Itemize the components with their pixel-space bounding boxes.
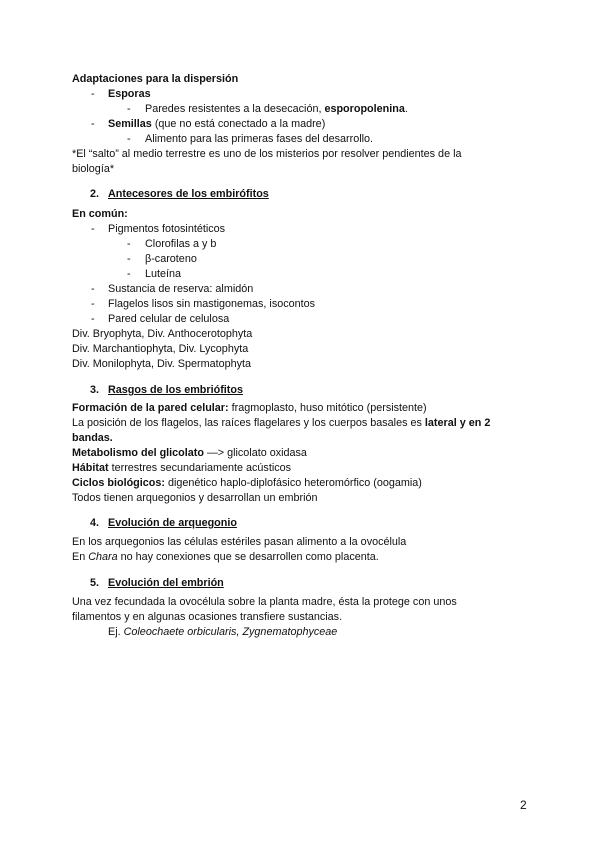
sec4-number: 4. <box>90 517 100 529</box>
todos-line: Todos tienen arquegonios y desarrollan un embrión <box>72 492 318 504</box>
dispersion-heading: Adaptaciones para la dispersión <box>72 73 239 85</box>
bullet-dash: - <box>91 298 95 310</box>
bullet-dash: - <box>91 223 95 235</box>
page-number: 2 <box>520 798 527 812</box>
sec4-line-2: En Chara no hay conexiones que se desarrollen como placenta. <box>72 551 379 563</box>
flagelos-line-cont: bandas. <box>72 432 113 444</box>
bullet-dash: - <box>127 253 131 265</box>
sec5-line-1: Una vez fecundada la ovocélula sobre la planta madre, ésta la protege con unos <box>72 596 457 608</box>
metabolismo-line: Metabolismo del glicolato —> glicolato oxidasa <box>72 447 307 459</box>
division-line: Div. Marchantiophyta, Div. Lycophyta <box>72 343 249 355</box>
bullet-dash: - <box>91 118 95 130</box>
sec3-title: Rasgos de los embriófitos <box>108 384 243 396</box>
note-line-2: biología* <box>72 163 115 175</box>
sec5-title: Evolución del embrión <box>108 577 224 589</box>
item-luteina: Luteína <box>145 268 182 280</box>
flagelos-line: La posición de los flagelos, las raíces flagelares y los cuerpos basales es lateral y en 2 <box>72 417 491 429</box>
item-clorofilas: Clorofilas a y b <box>145 238 217 250</box>
division-line: Div. Monilophyta, Div. Spermatophyta <box>72 358 252 370</box>
habitat-line: Hábitat terrestres secundariamente acústicos <box>72 462 292 474</box>
item-caroteno: β-caroteno <box>145 253 197 265</box>
item-reserva: Sustancia de reserva: almidón <box>108 283 254 295</box>
item-pigmentos: Pigmentos fotosintéticos <box>108 223 226 235</box>
sec4-title: Evolución de arquegonio <box>108 517 237 529</box>
semillas-sub: Alimento para las primeras fases del desarrollo. <box>145 133 374 145</box>
ciclos-line: Ciclos biológicos: digenético haplo-diplofásico heteromórfico (oogamia) <box>72 477 422 489</box>
semillas-line: Semillas (que no está conectado a la madre) <box>108 118 326 130</box>
bullet-dash: - <box>127 133 131 145</box>
bullet-dash: - <box>127 268 131 280</box>
item-flagelos: Flagelos lisos sin mastigonemas, isocontos <box>108 298 316 310</box>
en-comun-label: En común: <box>72 208 128 220</box>
sec2-title: Antecesores de los embirófitos <box>108 188 269 200</box>
sec5-example: Ej. Coleochaete orbicularis, Zygnematophyceae <box>108 626 338 638</box>
pared-celular-line: Formación de la pared celular: fragmoplasto, huso mitótico (persistente) <box>72 402 427 414</box>
sec5-line-2: filamentos y en algunas ocasiones transfiere sustancias. <box>72 611 343 623</box>
bullet-dash: - <box>91 313 95 325</box>
note-line-1: *El “salto” al medio terrestre es uno de los misterios por resolver pendientes de la <box>72 148 462 160</box>
bullet-dash: - <box>127 238 131 250</box>
sec4-line-1: En los arquegonios las células estériles pasan alimento a la ovocélula <box>72 536 407 548</box>
item-pared: Pared celular de celulosa <box>108 313 230 325</box>
division-line: Div. Bryophyta, Div. Anthocerotophyta <box>72 328 253 340</box>
bullet-dash: - <box>91 283 95 295</box>
esporas-sub: Paredes resistentes a la desecación, esporopolenina. <box>145 103 408 115</box>
sec5-number: 5. <box>90 577 100 589</box>
sec2-number: 2. <box>90 188 100 200</box>
sec3-number: 3. <box>90 384 100 396</box>
esporas-label: Esporas <box>108 88 151 100</box>
bullet-dash: - <box>127 103 131 115</box>
bullet-dash: - <box>91 88 95 100</box>
